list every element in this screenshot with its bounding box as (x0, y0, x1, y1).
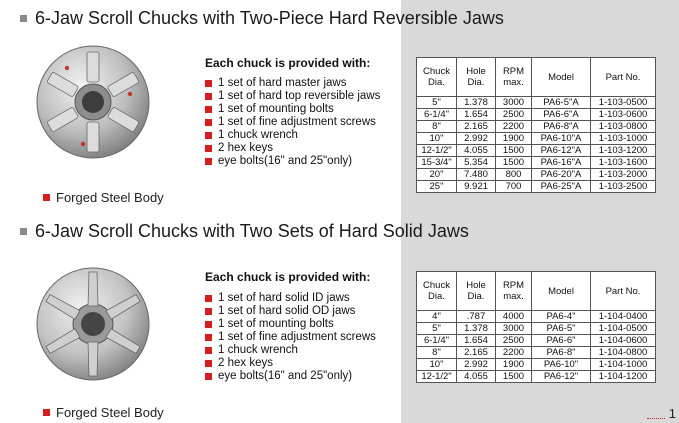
table-cell: PA6-12" (532, 371, 591, 383)
spec-table (416, 57, 656, 193)
table-cell: 1-103-1000 (591, 133, 656, 145)
red-bullet-icon (205, 158, 212, 165)
red-bullet-icon (205, 119, 212, 126)
table-cell: PA6-20"A (532, 169, 591, 181)
table-row (417, 169, 656, 181)
table-cell: 1-103-1600 (591, 157, 656, 169)
table-row (417, 359, 656, 371)
table-cell: 2.165 (457, 347, 496, 359)
list-item: 1 set of fine adjustment screws (205, 331, 376, 344)
table-cell: 5.354 (457, 157, 496, 169)
red-bullet-icon (43, 194, 50, 201)
table-cell: 4000 (496, 311, 532, 323)
red-bullet-icon (205, 334, 212, 341)
table-cell: PA6-8" (532, 347, 591, 359)
page-number: 1 (668, 406, 676, 421)
table-row (417, 133, 656, 145)
table-cell: 12-1/2" (417, 371, 457, 383)
table-cell: 8" (417, 347, 457, 359)
column-header: Model (532, 272, 591, 311)
table-cell: 25" (417, 181, 457, 193)
table-cell: 15-3/4" (417, 157, 457, 169)
table-cell: 4" (417, 311, 457, 323)
table-cell: 1-104-0800 (591, 347, 656, 359)
table-cell: 1-104-1200 (591, 371, 656, 383)
list-item: 1 set of mounting bolts (205, 103, 380, 116)
column-header: Chuck Dia. (417, 58, 457, 97)
table-cell: 1.654 (457, 335, 496, 347)
table-cell: 1-104-0400 (591, 311, 656, 323)
provided-list (205, 292, 376, 383)
table-cell: 1.654 (457, 109, 496, 121)
table-cell: 3000 (496, 97, 532, 109)
column-header: RPM max. (496, 272, 532, 311)
table-cell: 3000 (496, 323, 532, 335)
table-cell: PA6-5" (532, 323, 591, 335)
section-solid-jaws (0, 214, 679, 423)
table-cell: 10" (417, 359, 457, 371)
table-cell: 1500 (496, 371, 532, 383)
list-item: eye bolts(16" and 25"only) (205, 370, 376, 383)
table-cell: PA6-10" (532, 359, 591, 371)
provided-title: Each chuck is provided with: (205, 56, 371, 70)
red-bullet-icon (205, 373, 212, 380)
table-cell: 6-1/4" (417, 109, 457, 121)
heading-square-icon (20, 228, 27, 235)
list-item: 1 set of hard master jaws (205, 77, 380, 90)
table-cell: 1.378 (457, 323, 496, 335)
red-bullet-icon (205, 93, 212, 100)
table-cell: 800 (496, 169, 532, 181)
table-cell: 1-103-1200 (591, 145, 656, 157)
table-row (417, 109, 656, 121)
table-cell: 1-103-2000 (591, 169, 656, 181)
table-cell: 1900 (496, 133, 532, 145)
column-header: Part No. (591, 58, 656, 97)
list-item: 1 chuck wrench (205, 344, 376, 357)
red-bullet-icon (205, 295, 212, 302)
red-bullet-icon (205, 132, 212, 139)
chuck-image (35, 266, 151, 382)
table-cell: 1900 (496, 359, 532, 371)
table-row (417, 157, 656, 169)
spec-table (416, 271, 656, 383)
list-item: 1 set of hard solid ID jaws (205, 292, 376, 305)
table-cell: 2500 (496, 335, 532, 347)
table-cell: 9.921 (457, 181, 496, 193)
list-item: 1 chuck wrench (205, 129, 380, 142)
table-row (417, 335, 656, 347)
table-cell: 1500 (496, 157, 532, 169)
red-bullet-icon (205, 347, 212, 354)
heading-square-icon (20, 15, 27, 22)
table-cell: 4.055 (457, 371, 496, 383)
table-cell: 20" (417, 169, 457, 181)
table-cell: 2200 (496, 347, 532, 359)
red-bullet-icon (205, 308, 212, 315)
table-cell: PA6-16"A (532, 157, 591, 169)
table-cell: PA6-10"A (532, 133, 591, 145)
table-row (417, 323, 656, 335)
list-item: 1 set of hard solid OD jaws (205, 305, 376, 318)
table-cell: 1-103-0500 (591, 97, 656, 109)
chuck-image (35, 44, 151, 160)
red-bullet-icon (205, 360, 212, 367)
heading-text: 6-Jaw Scroll Chucks with Two-Piece Hard Reversible Jaws (35, 8, 504, 28)
table-header-row (417, 272, 656, 311)
table-cell: PA6-12"A (532, 145, 591, 157)
table-cell: 6-1/4" (417, 335, 457, 347)
provided-title: Each chuck is provided with: (205, 270, 371, 284)
table-cell: 12-1/2" (417, 145, 457, 157)
list-item: 2 hex keys (205, 142, 380, 155)
table-cell: 5" (417, 97, 457, 109)
list-item: 2 hex keys (205, 357, 376, 370)
table-cell: 1500 (496, 145, 532, 157)
table-cell: 2500 (496, 109, 532, 121)
table-row (417, 311, 656, 323)
caption (43, 190, 164, 205)
table-cell: 1-104-0500 (591, 323, 656, 335)
red-bullet-icon (43, 409, 50, 416)
caption (43, 405, 164, 420)
table-cell: PA6-8"A (532, 121, 591, 133)
column-header: RPM max. (496, 58, 532, 97)
table-cell: 2.165 (457, 121, 496, 133)
table-cell: PA6-6" (532, 335, 591, 347)
column-header: Model (532, 58, 591, 97)
table-cell: 1-103-0600 (591, 109, 656, 121)
table-row (417, 181, 656, 193)
column-header: Hole Dia. (457, 58, 496, 97)
table-row (417, 347, 656, 359)
decorative-red-mark (647, 415, 665, 419)
table-cell: 5" (417, 323, 457, 335)
table-cell: PA6-4" (532, 311, 591, 323)
caption-text: Forged Steel Body (56, 190, 164, 205)
heading-text: 6-Jaw Scroll Chucks with Two Sets of Hard Solid Jaws (35, 221, 469, 241)
caption-text: Forged Steel Body (56, 405, 164, 420)
column-header: Hole Dia. (457, 272, 496, 311)
section-heading (20, 221, 469, 242)
table-row (417, 371, 656, 383)
table-cell: .787 (457, 311, 496, 323)
table-cell: 8" (417, 121, 457, 133)
section-heading (20, 8, 504, 29)
table-cell: 1-104-0600 (591, 335, 656, 347)
table-header-row (417, 58, 656, 97)
table-cell: 700 (496, 181, 532, 193)
table-row (417, 97, 656, 109)
table-cell: 1-103-0800 (591, 121, 656, 133)
table-cell: 2200 (496, 121, 532, 133)
red-bullet-icon (205, 80, 212, 87)
table-cell: 7.480 (457, 169, 496, 181)
column-header: Chuck Dia. (417, 272, 457, 311)
table-cell: 4.055 (457, 145, 496, 157)
table-cell: PA6-6"A (532, 109, 591, 121)
table-cell: 10" (417, 133, 457, 145)
red-bullet-icon (205, 106, 212, 113)
table-cell: PA6-5"A (532, 97, 591, 109)
table-cell: PA6-25"A (532, 181, 591, 193)
list-item: 1 set of mounting bolts (205, 318, 376, 331)
column-header: Part No. (591, 272, 656, 311)
table-cell: 2.992 (457, 133, 496, 145)
list-item: 1 set of fine adjustment screws (205, 116, 380, 129)
table-cell: 1-104-1000 (591, 359, 656, 371)
red-bullet-icon (205, 321, 212, 328)
table-row (417, 145, 656, 157)
provided-list (205, 77, 380, 168)
red-bullet-icon (205, 145, 212, 152)
table-row (417, 121, 656, 133)
list-item: 1 set of hard top reversible jaws (205, 90, 380, 103)
table-cell: 1-103-2500 (591, 181, 656, 193)
list-item: eye bolts(16" and 25"only) (205, 155, 380, 168)
table-cell: 1.378 (457, 97, 496, 109)
table-cell: 2.992 (457, 359, 496, 371)
